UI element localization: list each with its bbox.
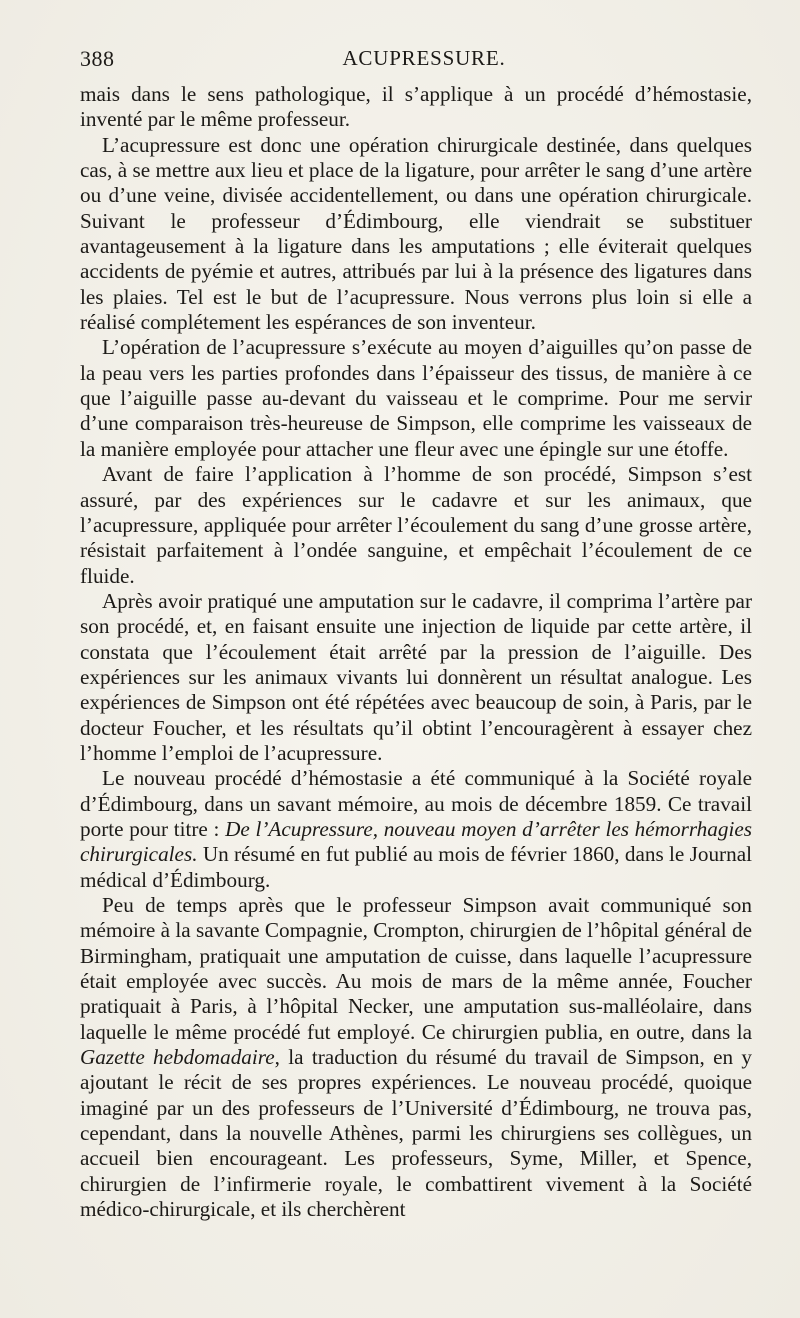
paragraph-text: Peu de temps après que le professeur Simpson avait communiqué son mémoire à la savante Compagnie, Crompton, chirurgien de l’hôpital général de Birmingham, pratiquait une amputation de cuisse, dans laquelle l’acupressure était employée avec succès. Au mois de mars de la même année, Foucher pratiquait à Paris, à l’hôpital Necker, une amputation sus-malléolaire, dans laquelle le même procédé fut employé. Ce chirurgien publia, en outre, dans la [80, 893, 752, 1044]
paragraph-text: , la traduction du résumé du travail de Simpson, en y ajoutant le récit de ses propres expériences. Le nouveau procédé, quoique imaginé par un des professeurs de l’Université d’Édimbourg, ne trouva pas, cependant, dans la nouvelle Athènes, parmi les chirurgiens ses collègues, un accueil bien encourageant. Les professeurs, Syme, Miller, et Spence, chirurgien de l’infirmerie royale, le combattirent vivement à la Société médico-chirurgicale, et ils cherchèrent [80, 1045, 752, 1222]
paragraph: Avant de faire l’application à l’homme de son procédé, Simpson s’est assuré, par des expériences sur le cadavre et sur les animaux, que l’acupressure, appliquée pour arrêter l’écoulement du sang d’une grosse artère, résistait parfaitement à l’ondée sanguine, et empêchait l’écoulement de ce fluide. [80, 462, 752, 588]
paragraph: L’acupressure est donc une opération chirurgicale destinée, dans quelques cas, à se mettre aux lieu et place de la ligature, pour arrêter le sang d’une artère ou d’une veine, divisée accidentellement, ou dans une opération chirurgicale. Suivant le professeur d’Édimbourg, elle viendrait se substituer avantageusement à la ligature dans les amputations ; elle éviterait quelques accidents de pyémie et autres, attribués par lui à la présence des ligatures dans les plaies. Tel est le but de l’acupressure. Nous verrons plus loin si elle a réalisé complétement les espérances de son inventeur. [80, 132, 752, 335]
paragraph: mais dans le sens pathologique, il s’applique à un procédé d’hémostasie, inventé par le même professeur. [80, 82, 752, 132]
italic-title: Gazette hebdomadaire [80, 1045, 275, 1070]
paragraph: L’opération de l’acupressure s’exécute au moyen d’aiguilles qu’on passe de la peau vers les parties profondes dans l’épaisseur des tissus, de manière à ce que l’aiguille passe au-devant du vaisseau et le comprime. Pour me servir d’une comparaison très-heureuse de Simpson, elle comprime les vaisseaux de la manière employée pour attacher une fleur avec une épingle sur une étoffe. [80, 335, 752, 461]
paragraph-text: Le nouveau procédé d’hémostasie a été communiqué à la Société royale d’Édimbourg, dans un savant mémoire, au mois de décembre 1859. Ce travail porte pour titre : [80, 766, 752, 841]
paragraph [80, 766, 752, 893]
page-number: 388 [80, 46, 115, 71]
paragraph: Après avoir pratiqué une amputation sur le cadavre, il comprima l’artère par son procédé, et, en faisant ensuite une injection de liquide par cette artère, il constata que l’écoulement était arrêté par la pression de l’aiguille. Des expériences sur les animaux vivants lui donnèrent un résultat analogue. Les expériences de Simpson ont été répétées avec beaucoup de soin, à Paris, par le docteur Foucher, et les résultats qu’il obtint l’encouragèrent à essayer chez l’homme l’emploi de l’acupressure. [80, 588, 752, 765]
running-title: ACUPRESSURE. [342, 46, 506, 70]
paragraph-text: Un résumé en fut publié au mois de février 1860, dans le Journal médical d’Édimbourg. [80, 842, 752, 892]
italic-title: De l’Acupressure, nouveau moyen d’arrêter les hémorrhagies chirurgicales. [80, 816, 752, 867]
body-text [80, 82, 752, 1222]
page-header [80, 46, 748, 74]
paragraph [80, 893, 752, 1222]
